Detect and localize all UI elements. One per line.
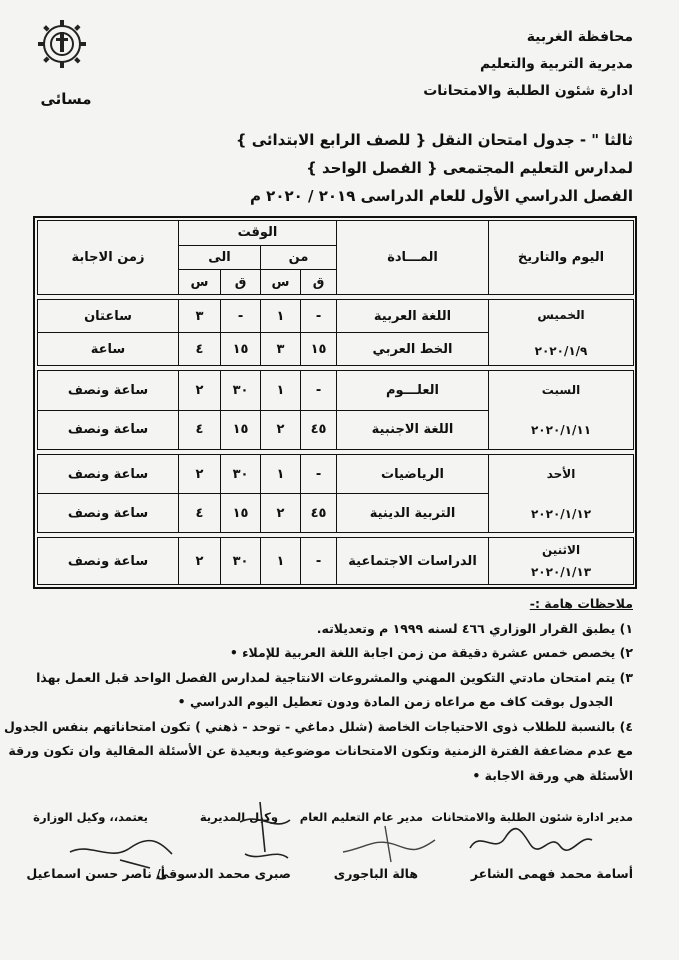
day-cell [489,300,634,366]
signatory-name: أ/ ناصر حسن اسماعيل [26,866,165,881]
table-row [38,300,634,333]
notes-block [3,592,633,788]
subject-cell: العلـــوم [337,371,489,410]
exam-date: ٢٠٢٠/١/١٣ [530,565,592,580]
note-line: ٢) يخصص خمس عشرة دقيقة من زمن اجابة اللغة العربية للإملاء • [229,645,633,660]
table-row [38,371,634,410]
from-hour-cell: ١ [261,300,301,333]
to-hour-cell: ٢ [179,454,221,493]
signatory-name: صبرى محمد الدسوقى [156,866,291,881]
header-from: من [261,245,337,270]
duration-cell: ساعة ونصف [38,494,179,533]
day-cell [489,538,634,585]
note-line: ٣) يتم امتحان مادتي التكوين المهني والمشروعات الانتاجية لمدارس الفصل الواحد قبل العمل بهذا [36,669,633,685]
to-hour-cell: ٤ [179,410,221,449]
from-minute-cell: ٤٥ [301,410,337,449]
header-block [373,24,633,105]
signature-scribble-icon [335,818,445,866]
from-minute-cell: - [301,371,337,410]
evening-shift-label: مسائى [40,90,92,108]
note-line: ١) يطبق القرار الوزاري ٤٦٦ لسنه ١٩٩٩ م وتعديلاته. [316,620,633,636]
title-block [150,126,633,210]
duration-cell: ساعة ونصف [38,410,179,449]
exam-schedule-table [37,220,634,585]
note-line: الجدول بوقت كاف مع مراعاه زمن المادة ودون تعطيل اليوم الدراسي • [177,694,613,709]
subject-cell: التربية الدينية [337,494,489,533]
signature-title: وكيل المديرية [199,810,278,824]
subject-cell: الخط العربي [337,333,489,366]
header-from-hour: س [261,270,301,295]
note-line: الأسئلة هي ورقة الاجابة • [472,767,633,783]
signatory-name: هالة الباجورى [333,866,418,881]
exam-date: ٢٠٢٠/١/١٢ [530,506,592,521]
header-day-date: اليوم والتاريخ [489,221,634,295]
to-minute-cell: ١٥ [221,410,261,449]
subject-cell: اللغة الاجنبية [337,410,489,449]
duration-cell: ساعة ونصف [38,538,179,585]
duration-cell: ساعة ونصف [38,454,179,493]
from-hour-cell: ٣ [261,333,301,366]
notes-heading: ملاحظات هامة :- [529,596,633,611]
to-minute-cell: ٣٠ [221,371,261,410]
to-minute-cell: ٣٠ [221,538,261,585]
subject-cell: الرياضيات [337,454,489,493]
header-time: الوقت [179,221,337,246]
ministry-logo-icon [34,14,90,76]
signatory-name: أسامة محمد فهمى الشاعر [470,866,633,881]
header-to: الى [179,245,261,270]
title-line-1: ثالثا " - جدول امتحان النقل { للصف الرابع الابتدائى } [235,131,633,149]
from-hour-cell: ٢ [261,494,301,533]
header-from-minute: ق [301,270,337,295]
title-line-2: لمدارس التعليم المجتمعى { الفصل الواحد } [306,159,633,177]
table-frame [33,216,637,589]
signature-title: مدير ادارة شئون الطلبة والامتحانات [431,810,633,824]
day-name: الاثنين [541,543,581,558]
to-hour-cell: ٤ [179,494,221,533]
signature-names [26,866,633,886]
to-hour-cell: ٤ [179,333,221,366]
note-line: مع عدم مضاعفة الفترة الزمنية وتكون الامتحانات موضوعية وبعيدة عن الأسئلة المقالية وان تكون ورقة [8,743,633,758]
signature-scribble-icon [220,792,300,872]
from-minute-cell: ٤٥ [301,494,337,533]
to-minute-cell: ١٥ [221,494,261,533]
directorate-label: مديرية التربية والتعليم [480,56,633,72]
header-to-hour: س [179,270,221,295]
day-cell [489,454,634,532]
to-minute-cell: ١٥ [221,333,261,366]
to-hour-cell: ٢ [179,538,221,585]
governorate-label: محافظة الغربية [526,29,633,45]
from-hour-cell: ١ [261,371,301,410]
from-minute-cell: - [301,454,337,493]
signature-scribble-icon [460,820,600,860]
from-minute-cell: - [301,300,337,333]
day-name: السبت [541,383,581,398]
subject-cell: الدراسات الاجتماعية [337,538,489,585]
day-name: الأحد [546,466,576,481]
to-minute-cell: - [221,300,261,333]
table-row [38,538,634,585]
signature-title: مدير عام التعليم العام [299,810,423,824]
header-duration: زمن الاجابة [38,221,179,295]
header-to-minute: ق [221,270,261,295]
exam-date: ٢٠٢٠/١/٩ [534,343,588,358]
note-line: ٤) بالنسبة للطلاب ذوى الاحتياجات الخاصة (شلل دماغي - توحد - ذهني ) تكون امتحاناتهم بنفس الجدول [3,718,633,734]
table-row [38,454,634,493]
duration-cell: ساعة [38,333,179,366]
to-hour-cell: ٢ [179,371,221,410]
to-hour-cell: ٣ [179,300,221,333]
to-minute-cell: ٣٠ [221,454,261,493]
from-minute-cell: ١٥ [301,333,337,366]
duration-cell: ساعة ونصف [38,371,179,410]
administration-label: ادارة شئون الطلبة والامتحانات [423,83,633,99]
header-subject: المـــادة [337,221,489,295]
from-hour-cell: ١ [261,454,301,493]
title-line-3: الفصل الدراسي الأول للعام الدراسى ٢٠١٩ / ٢٠٢٠ م [249,187,633,205]
from-hour-cell: ١ [261,538,301,585]
exam-date: ٢٠٢٠/١/١١ [530,423,592,438]
from-minute-cell: - [301,538,337,585]
signature-title: يعتمد،، وكيل الوزارة [33,810,148,824]
duration-cell: ساعتان [38,300,179,333]
from-hour-cell: ٢ [261,410,301,449]
day-name: الخميس [537,307,585,322]
day-cell [489,371,634,449]
subject-cell: اللغة العربية [337,300,489,333]
